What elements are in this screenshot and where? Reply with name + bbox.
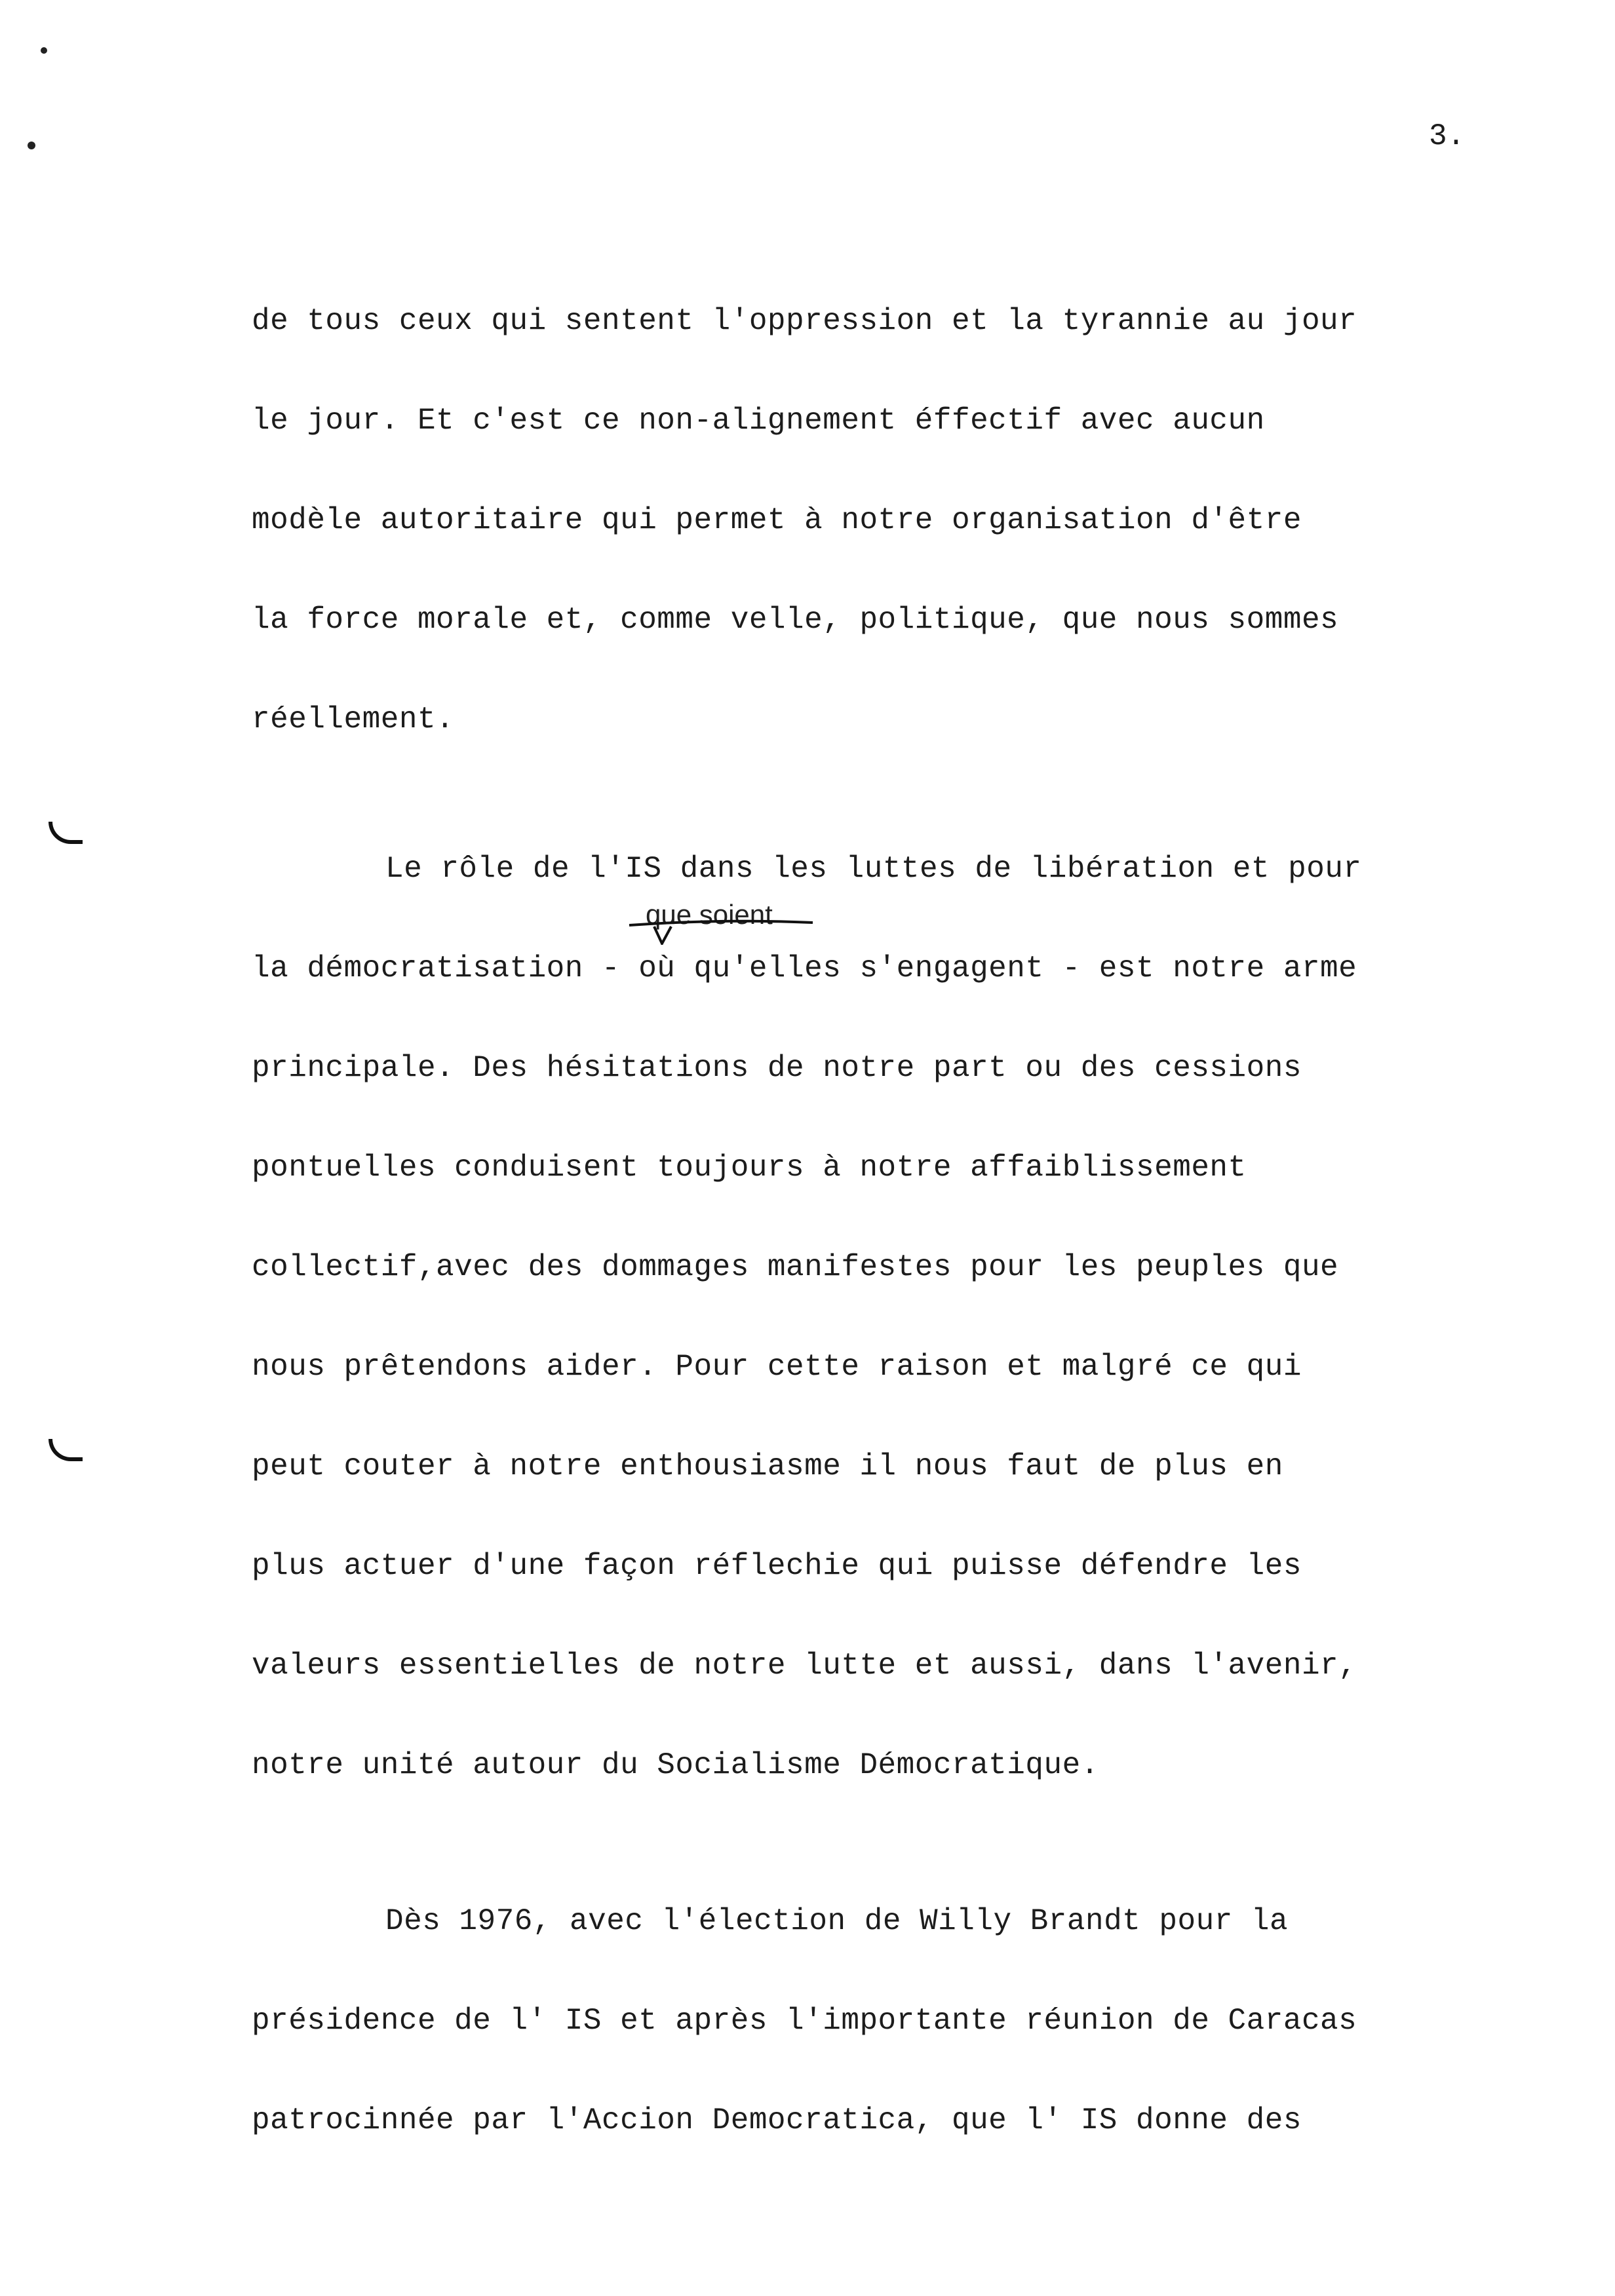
scan-mark-upper (28, 142, 35, 149)
page-number: 3. (1429, 119, 1466, 153)
text-line: réellement. (252, 702, 455, 737)
text-line: Dès 1976, avec l'élection de Willy Brandt pour la (385, 1904, 1289, 1938)
text-line: Le rôle de l'IS dans les luttes de libération et pour (385, 852, 1362, 886)
text-line: modèle autoritaire qui permet à notre organisation d'être (252, 503, 1302, 537)
text-line: plus actuer d'une façon réflechie qui puisse défendre les (252, 1549, 1302, 1583)
text-line: de tous ceux qui sentent l'oppression et la tyrannie au jour (252, 304, 1357, 338)
text-line: notre unité autour du Socialisme Démocratique. (252, 1748, 1099, 1782)
handwritten-insertion: que soient (646, 899, 773, 930)
text-line: patrocinnée par l'Accion Democratica, que l' IS donne des (252, 2103, 1302, 2137)
margin-bracket-mark (49, 822, 83, 844)
text-line: présidence de l' IS et après l'importante réunion de Caracas (252, 2004, 1357, 2038)
text-line: la force morale et, comme velle, politique, que nous sommes (252, 603, 1339, 637)
text-line: pontuelles conduisent toujours à notre affaiblissement (252, 1151, 1247, 1185)
scan-mark-top (41, 47, 47, 54)
text-line: nous prêtendons aider. Pour cette raison et malgré ce qui (252, 1350, 1302, 1384)
text-line: collectif,avec des dommages manifestes pour les peuples que (252, 1250, 1339, 1284)
text-line: principale. Des hésitations de notre part ou des cessions (252, 1051, 1302, 1085)
text-line: la démocratisation - où qu'elles s'engagent - est notre arme (252, 951, 1357, 985)
insertion-caret-mark (616, 916, 839, 945)
text-line: valeurs essentielles de notre lutte et aussi, dans l'avenir, (252, 1649, 1357, 1683)
text-line: peut couter à notre enthousiasme il nous faut de plus en (252, 1449, 1283, 1483)
text-line: le jour. Et c'est ce non-alignement éffectif avec aucun (252, 404, 1265, 438)
margin-bracket-mark (49, 1439, 83, 1461)
